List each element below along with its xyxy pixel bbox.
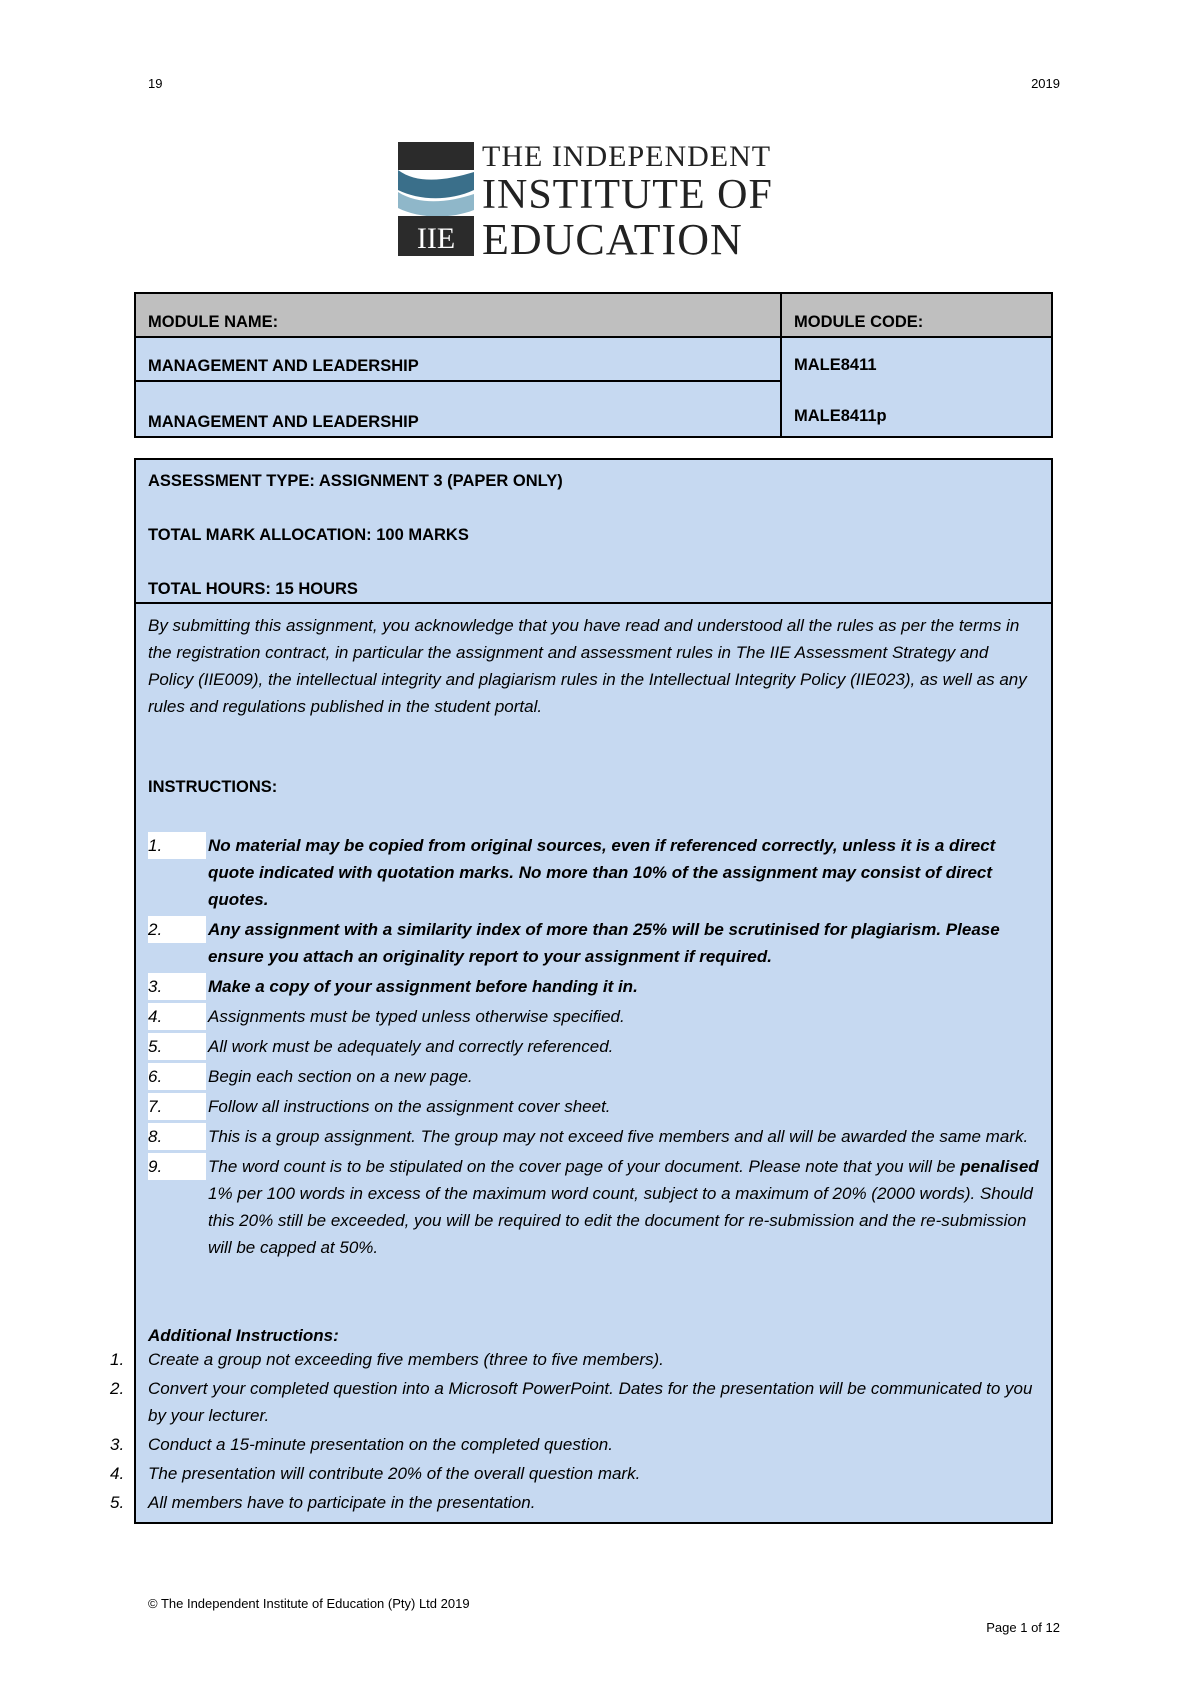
- list-item: [148, 973, 1043, 1000]
- list-item: [148, 916, 1043, 970]
- list-item: [148, 1123, 1043, 1150]
- list-item-text: All members have to participate in the presentation.: [148, 1493, 536, 1512]
- logo-mark-text: IIE: [416, 222, 456, 255]
- footer-copyright: © The Independent Institute of Education (Pty) Ltd 2019: [148, 1596, 470, 1611]
- module-code-cell: [781, 337, 1052, 437]
- word-count-text-a: The word count is to be stipulated on the cover page of your document. Please note that you will be: [208, 1157, 961, 1176]
- total-hours: TOTAL HOURS: 15 HOURS: [148, 580, 358, 598]
- acknowledgement-text: By submitting this assignment, you acknowledge that you have read and understood all the rules as per the terms in the registration contract, in particular the assignment and assessment rules in The IIE Assessment Strategy and Policy (IIE009), the intellectual integrity and plagiarism rules in the Intellectual Integrity Policy (IIE023), as well as any rules and regulations published in the student portal.: [148, 616, 1027, 716]
- list-item: [148, 1033, 1043, 1060]
- module-code-header: MODULE CODE:: [781, 293, 1052, 337]
- additional-instructions-list: [110, 1346, 1050, 1518]
- list-item: [110, 1460, 1050, 1487]
- instructions-list: [148, 832, 1043, 1264]
- iie-logo: [398, 140, 816, 262]
- list-item-text: Convert your completed question into a Microsoft PowerPoint. Dates for the presentation will be communicated to you by your lecturer.: [148, 1379, 1033, 1425]
- list-item-number: 2.: [148, 916, 206, 943]
- total-marks: TOTAL MARK ALLOCATION: 100 MARKS: [148, 526, 469, 544]
- iie-logo-mark-icon: [398, 140, 474, 258]
- header-page-number: 19: [148, 76, 163, 91]
- instructions-title: INSTRUCTIONS:: [148, 778, 278, 796]
- list-item-number: 3.: [110, 1435, 125, 1454]
- list-item: [148, 832, 1043, 913]
- list-item: [148, 1153, 1043, 1261]
- assessment-type: ASSESSMENT TYPE: ASSIGNMENT 3 (PAPER ONLY): [148, 472, 563, 490]
- list-item-text: The presentation will contribute 20% of the overall question mark.: [148, 1464, 641, 1483]
- logo-line-2: INSTITUTE OF: [482, 172, 773, 218]
- list-item-number: 4.: [148, 1003, 206, 1030]
- list-item: [110, 1375, 1050, 1429]
- module-name-1: MANAGEMENT AND LEADERSHIP: [135, 337, 781, 381]
- list-item-number: 1.: [148, 832, 206, 859]
- list-item-text: [208, 1153, 1043, 1261]
- list-item: [110, 1346, 1050, 1373]
- additional-instructions-title: Additional Instructions:: [148, 1326, 339, 1345]
- logo-wordmark: [482, 140, 773, 262]
- assessment-summary: [148, 472, 563, 598]
- section-divider: [136, 602, 1051, 604]
- list-item: [148, 1003, 1043, 1030]
- module-code-2: MALE8411p: [794, 407, 887, 425]
- module-table: [134, 292, 1053, 438]
- logo-line-1: THE INDEPENDENT: [482, 140, 772, 173]
- list-item-text: Follow all instructions on the assignment cover sheet.: [208, 1097, 611, 1116]
- list-item-text: Begin each section on a new page.: [208, 1067, 473, 1086]
- list-item-number: 8.: [148, 1123, 206, 1150]
- list-item-text: This is a group assignment. The group may not exceed five members and all will be awarded the same mark.: [208, 1127, 1029, 1146]
- module-code-1: MALE8411: [794, 356, 877, 374]
- footer-page-number: Page 1 of 12: [986, 1620, 1060, 1635]
- list-item: [110, 1431, 1050, 1458]
- list-item-text: Any assignment with a similarity index of more than 25% will be scrutinised for plagiarism. Please ensure you attach an originality report to your assignment if required.: [208, 920, 1000, 966]
- list-item-text: Create a group not exceeding five members (three to five members).: [148, 1350, 664, 1369]
- module-name-header: MODULE NAME:: [135, 293, 781, 337]
- logo-line-3: EDUCATION: [482, 215, 743, 264]
- list-item-text: All work must be adequately and correctly referenced.: [208, 1037, 614, 1056]
- list-item-text: Assignments must be typed unless otherwise specified.: [208, 1007, 625, 1026]
- list-item-number: 5.: [148, 1033, 206, 1060]
- list-item: [148, 1093, 1043, 1120]
- header-year: 2019: [1031, 76, 1060, 91]
- module-name-2: MANAGEMENT AND LEADERSHIP: [135, 381, 781, 437]
- list-item-number: 2.: [110, 1379, 125, 1398]
- word-count-text-b: 1% per 100 words in excess of the maximum word count, subject to a maximum of 20% (2000 words). Should this 20% still be exceeded, you will be required to edit the document for re-submission and the re-submission will be capped at 50%.: [208, 1184, 1033, 1257]
- list-item-text: Make a copy of your assignment before handing it in.: [208, 977, 638, 996]
- list-item-text: Conduct a 15-minute presentation on the completed question.: [148, 1435, 613, 1454]
- list-item-number: 6.: [148, 1063, 206, 1090]
- list-item-text: No material may be copied from original sources, even if referenced correctly, unless it is a direct quote indicated with quotation marks. No more than 10% of the assignment may consist of direct quotes.: [208, 836, 996, 909]
- list-item-number: 1.: [110, 1350, 125, 1369]
- list-item: [110, 1489, 1050, 1516]
- list-item-number: 4.: [110, 1464, 125, 1483]
- list-item-number: 7.: [148, 1093, 206, 1120]
- word-count-text-bold: penalised: [960, 1157, 1039, 1176]
- list-item-number: 3.: [148, 973, 206, 1000]
- list-item-number: 9.: [148, 1153, 206, 1180]
- list-item-number: 5.: [110, 1493, 125, 1512]
- list-item: [148, 1063, 1043, 1090]
